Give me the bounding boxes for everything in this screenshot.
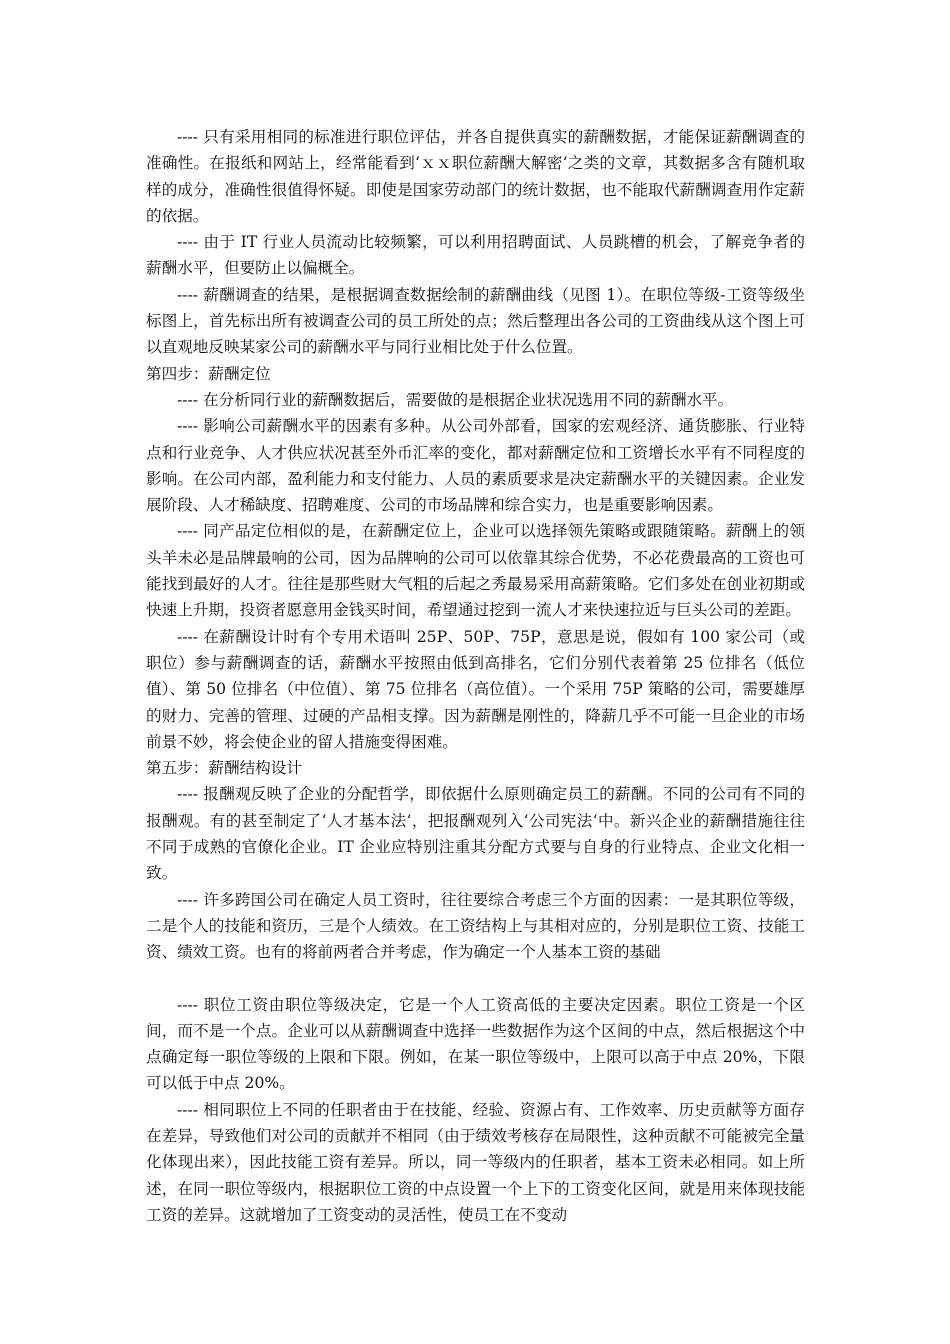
paragraph-compensation-philosophy: ---- 报酬观反映了企业的分配哲学，即依据什么原则确定员工的薪酬。不同的公司有不同的报酬观。有的甚至制定了‘人才基本法‘，把报酬观列入‘公司宪法‘中。新兴企业的薪酬措施往往不同于成熟的官僚化企业。IT 企业应特别注重其分配方式要与自身的行业特点、企业文化相一致。 xyxy=(146,785,805,883)
heading-step-four: 第四步：薪酬定位 xyxy=(146,364,271,383)
paragraph-salary-level: ---- 在分析同行业的薪酬数据后，需要做的是根据企业状况选用不同的薪酬水平。 xyxy=(177,390,734,409)
paragraph-salary-curve: ---- 薪酬调查的结果，是根据调查数据绘制的薪酬曲线（见图 1）。在职位等级-工资等级坐标图上，首先标出所有被调查公司的员工所处的点；然后整理出各公司的工资曲线从这个图上可以直观地反映某家公司的薪酬水平与同行业相比处于什么位置。 xyxy=(146,285,805,357)
paragraph-survey-accuracy: ---- 只有采用相同的标准进行职位评估，并各自提供真实的薪酬数据，才能保证薪酬调查的准确性。在报纸和网站上，经常能看到‘ｘｘ职位薪酬大解密‘之类的文章，其数据多含有随机取样的成分，准确性很值得怀疑。即使是国家劳动部门的统计数据，也不能取代薪酬调查用作定薪的依据。 xyxy=(146,128,805,225)
paragraph-skill-pay: ---- 相同职位上不同的任职者由于在技能、经验、资源占有、工作效率、历史贡献等方面存在差异，导致他们对公司的贡献并不相同（由于绩效考核存在局限性，这种贡献不可能被完全量化体现出来），因此技能工资有差异。所以，同一等级内的任职者，基本工资未必相同。如上所述，在同一职位等级内，根据职位工资的中点设置一个上下的工资变化区间，就是用来体现技能工资的差异。这就增加了工资变动的灵活性，使员工在不变动 xyxy=(146,1100,805,1224)
paragraph-position-pay: ---- 职位工资由职位等级决定，它是一个人工资高低的主要决定因素。职位工资是一个区间，而不是一个点。企业可以从薪酬调查中选择一些数据作为这个区间的中点，然后根据这个中点确定每一职位等级的上限和下限。例如，在某一职位等级中，上限可以高于中点 20%，下限可以低于中点 20%。 xyxy=(146,995,805,1093)
blank-line xyxy=(146,966,805,992)
document-body xyxy=(146,124,805,1228)
heading-step-five: 第五步：薪酬结构设计 xyxy=(146,759,302,778)
paragraph-positioning-strategy: ---- 同产品定位相似的是，在薪酬定位上，企业可以选择领先策略或跟随策略。薪酬上的领头羊未必是品牌最响的公司，因为品牌响的公司可以依靠其综合优势，不必花费最高的工资也可能找到最好的人才。往往是那些财大气粗的后起之秀最易采用高薪策略。它们多处在创业初期或快速上升期，投资者愿意用金钱买时间，希望通过挖到一流人才来快速拉近与巨头公司的差距。 xyxy=(146,522,805,620)
paragraph-pay-factors: ---- 许多跨国公司在确定人员工资时，往往要综合考虑三个方面的因素：一是其职位等级，二是个人的技能和资历，三是个人绩效。在工资结构上与其相对应的，分别是职位工资、技能工资、绩效工资。也有的将前两者合并考虑，作为确定一个人基本工资的基础 xyxy=(146,890,805,962)
paragraph-it-turnover: ---- 由于 IT 行业人员流动比较频繁，可以利用招聘面试、人员跳槽的机会，了解竞争者的薪酬水平，但要防止以偏概全。 xyxy=(146,233,805,278)
paragraph-influencing-factors: ---- 影响公司薪酬水平的因素有多种。从公司外部看，国家的宏观经济、通货膨胀、行业特点和行业竞争、人才供应状况甚至外币汇率的变化，都对薪酬定位和工资增长水平有不同程度的影响。在公司内部，盈利能力和支付能力、人员的素质要求是决定薪酬水平的关键因素。企业发展阶段、人才稀缺度、招聘难度、公司的市场品牌和综合实力，也是重要影响因素。 xyxy=(146,417,805,515)
paragraph-percentile-terms: ---- 在薪酬设计时有个专用术语叫 25P、50P、75P，意思是说，假如有 100 家公司（或职位）参与薪酬调查的话，薪酬水平按照由低到高排名，它们分别代表着第 25 位排名（低位值）、第 50 位排名（中位值）、第 75 位排名（高位值）。一个采用 75P 策略的公司，需要雄厚的财力、完善的管理、过硬的产品相支撑。因为薪酬是刚性的，降薪几乎不可能一旦企业的市场前景不妙，将会使企业的留人措施变得困难。 xyxy=(146,627,805,751)
